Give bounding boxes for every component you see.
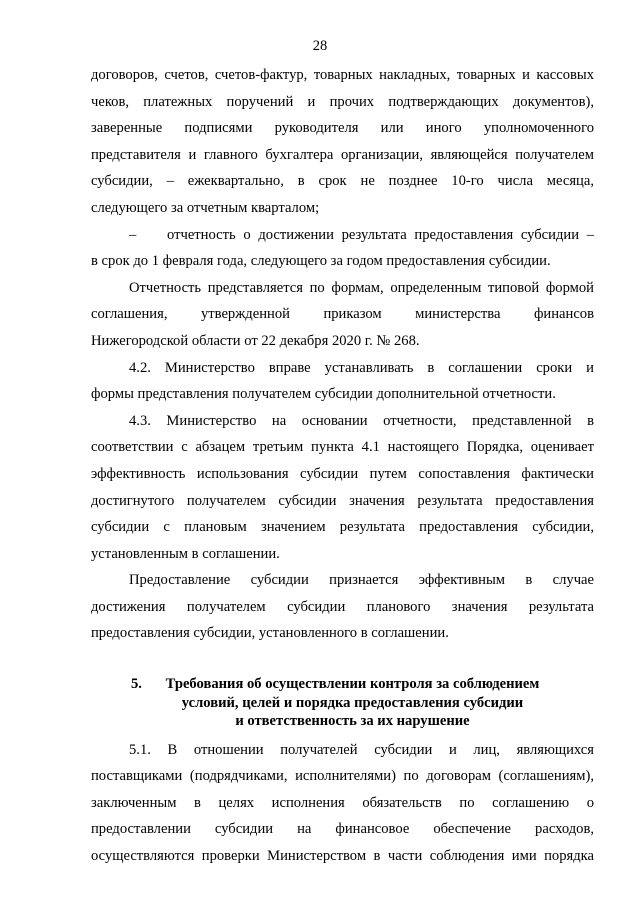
document-body <box>91 62 594 870</box>
text-line: соответствии с абзацем третьим пункта 4.1 настоящего Порядка, оценивает <box>91 439 594 456</box>
section-title-line: Требования об осуществлении контроля за соблюдением <box>165 676 540 693</box>
text-line: формы представления получателем субсидии дополнительной отчетности. <box>91 386 556 403</box>
paragraph-efficiency <box>91 567 594 647</box>
text-line: договоров, счетов, счетов-фактур, товарных накладных, товарных и кассовых <box>91 67 594 83</box>
text-line: предоставления субсидии, установленного в соглашении. <box>91 625 449 642</box>
text-line: 4.2. Министерство вправе устанавливать в соглашении сроки и <box>129 359 594 376</box>
section-5-heading <box>91 675 594 731</box>
section-number: 5. <box>131 676 142 693</box>
dash-list-item <box>91 222 594 275</box>
paragraph-4-2 <box>91 355 594 408</box>
text-line: 4.3. Министерство на основании отчетности, представленной в <box>129 412 594 429</box>
text-line: следующего за отчетным кварталом; <box>91 199 320 216</box>
text-line: соглашения, утвержденной приказом министерства финансов <box>91 306 594 323</box>
text-line: эффективность использования субсидии путем сопоставления фактически <box>91 465 594 482</box>
section-title-line: и ответственность за их нарушение <box>235 713 470 730</box>
page-number: 28 <box>312 38 328 54</box>
text-line: осуществляются проверки Министерством в части соблюдения ими порядка <box>91 847 594 864</box>
section-title-line: условий, целей и порядка предоставления субсидии <box>181 694 524 711</box>
text-line: достигнутого получателем субсидии значения результата предоставления <box>91 492 594 509</box>
paragraph-4-3 <box>91 408 594 568</box>
text-line: субсидии, – ежеквартально, в срок не позднее 10-го числа месяца, <box>91 173 594 190</box>
paragraph-report-forms <box>91 275 594 355</box>
paragraph-continuation <box>91 62 594 222</box>
text-line: поставщиками (подрядчиками, исполнителями) по договорам (соглашениям), <box>91 768 594 785</box>
text-line: предоставлении субсидии на финансовое обеспечение расходов, <box>91 821 594 838</box>
text-line: заключенным в целях исполнения обязательств по соглашению о <box>91 794 594 811</box>
text-line: отчетность о достижении результата предоставления субсидии – <box>167 226 594 243</box>
text-line: 5.1. В отношении получателей субсидии и лиц, являющихся <box>129 741 594 758</box>
text-line: установленным в соглашении. <box>91 545 280 562</box>
text-line: Нижегородской области от 22 декабря 2020 г. № 268. <box>91 332 420 349</box>
text-line: субсидии с плановым значением результата предоставления субсидии, <box>91 519 594 536</box>
text-line: в срок до 1 февраля года, следующего за годом предоставления субсидии. <box>91 253 551 270</box>
text-line: Отчетность представляется по формам, определенным типовой формой <box>129 279 594 296</box>
paragraph-5-1 <box>91 737 594 870</box>
dash-marker: – <box>129 226 137 243</box>
text-line: чеков, платежных поручений и прочих подтверждающих документов), <box>91 93 594 110</box>
text-line: заверенные подписями руководителя или иного уполномоченного <box>91 120 594 137</box>
text-line: достижения получателем субсидии планового значения результата <box>91 598 594 615</box>
text-line: представителя и главного бухгалтера организации, являющейся получателем <box>91 146 594 163</box>
text-line: Предоставление субсидии признается эффективным в случае <box>129 572 594 589</box>
